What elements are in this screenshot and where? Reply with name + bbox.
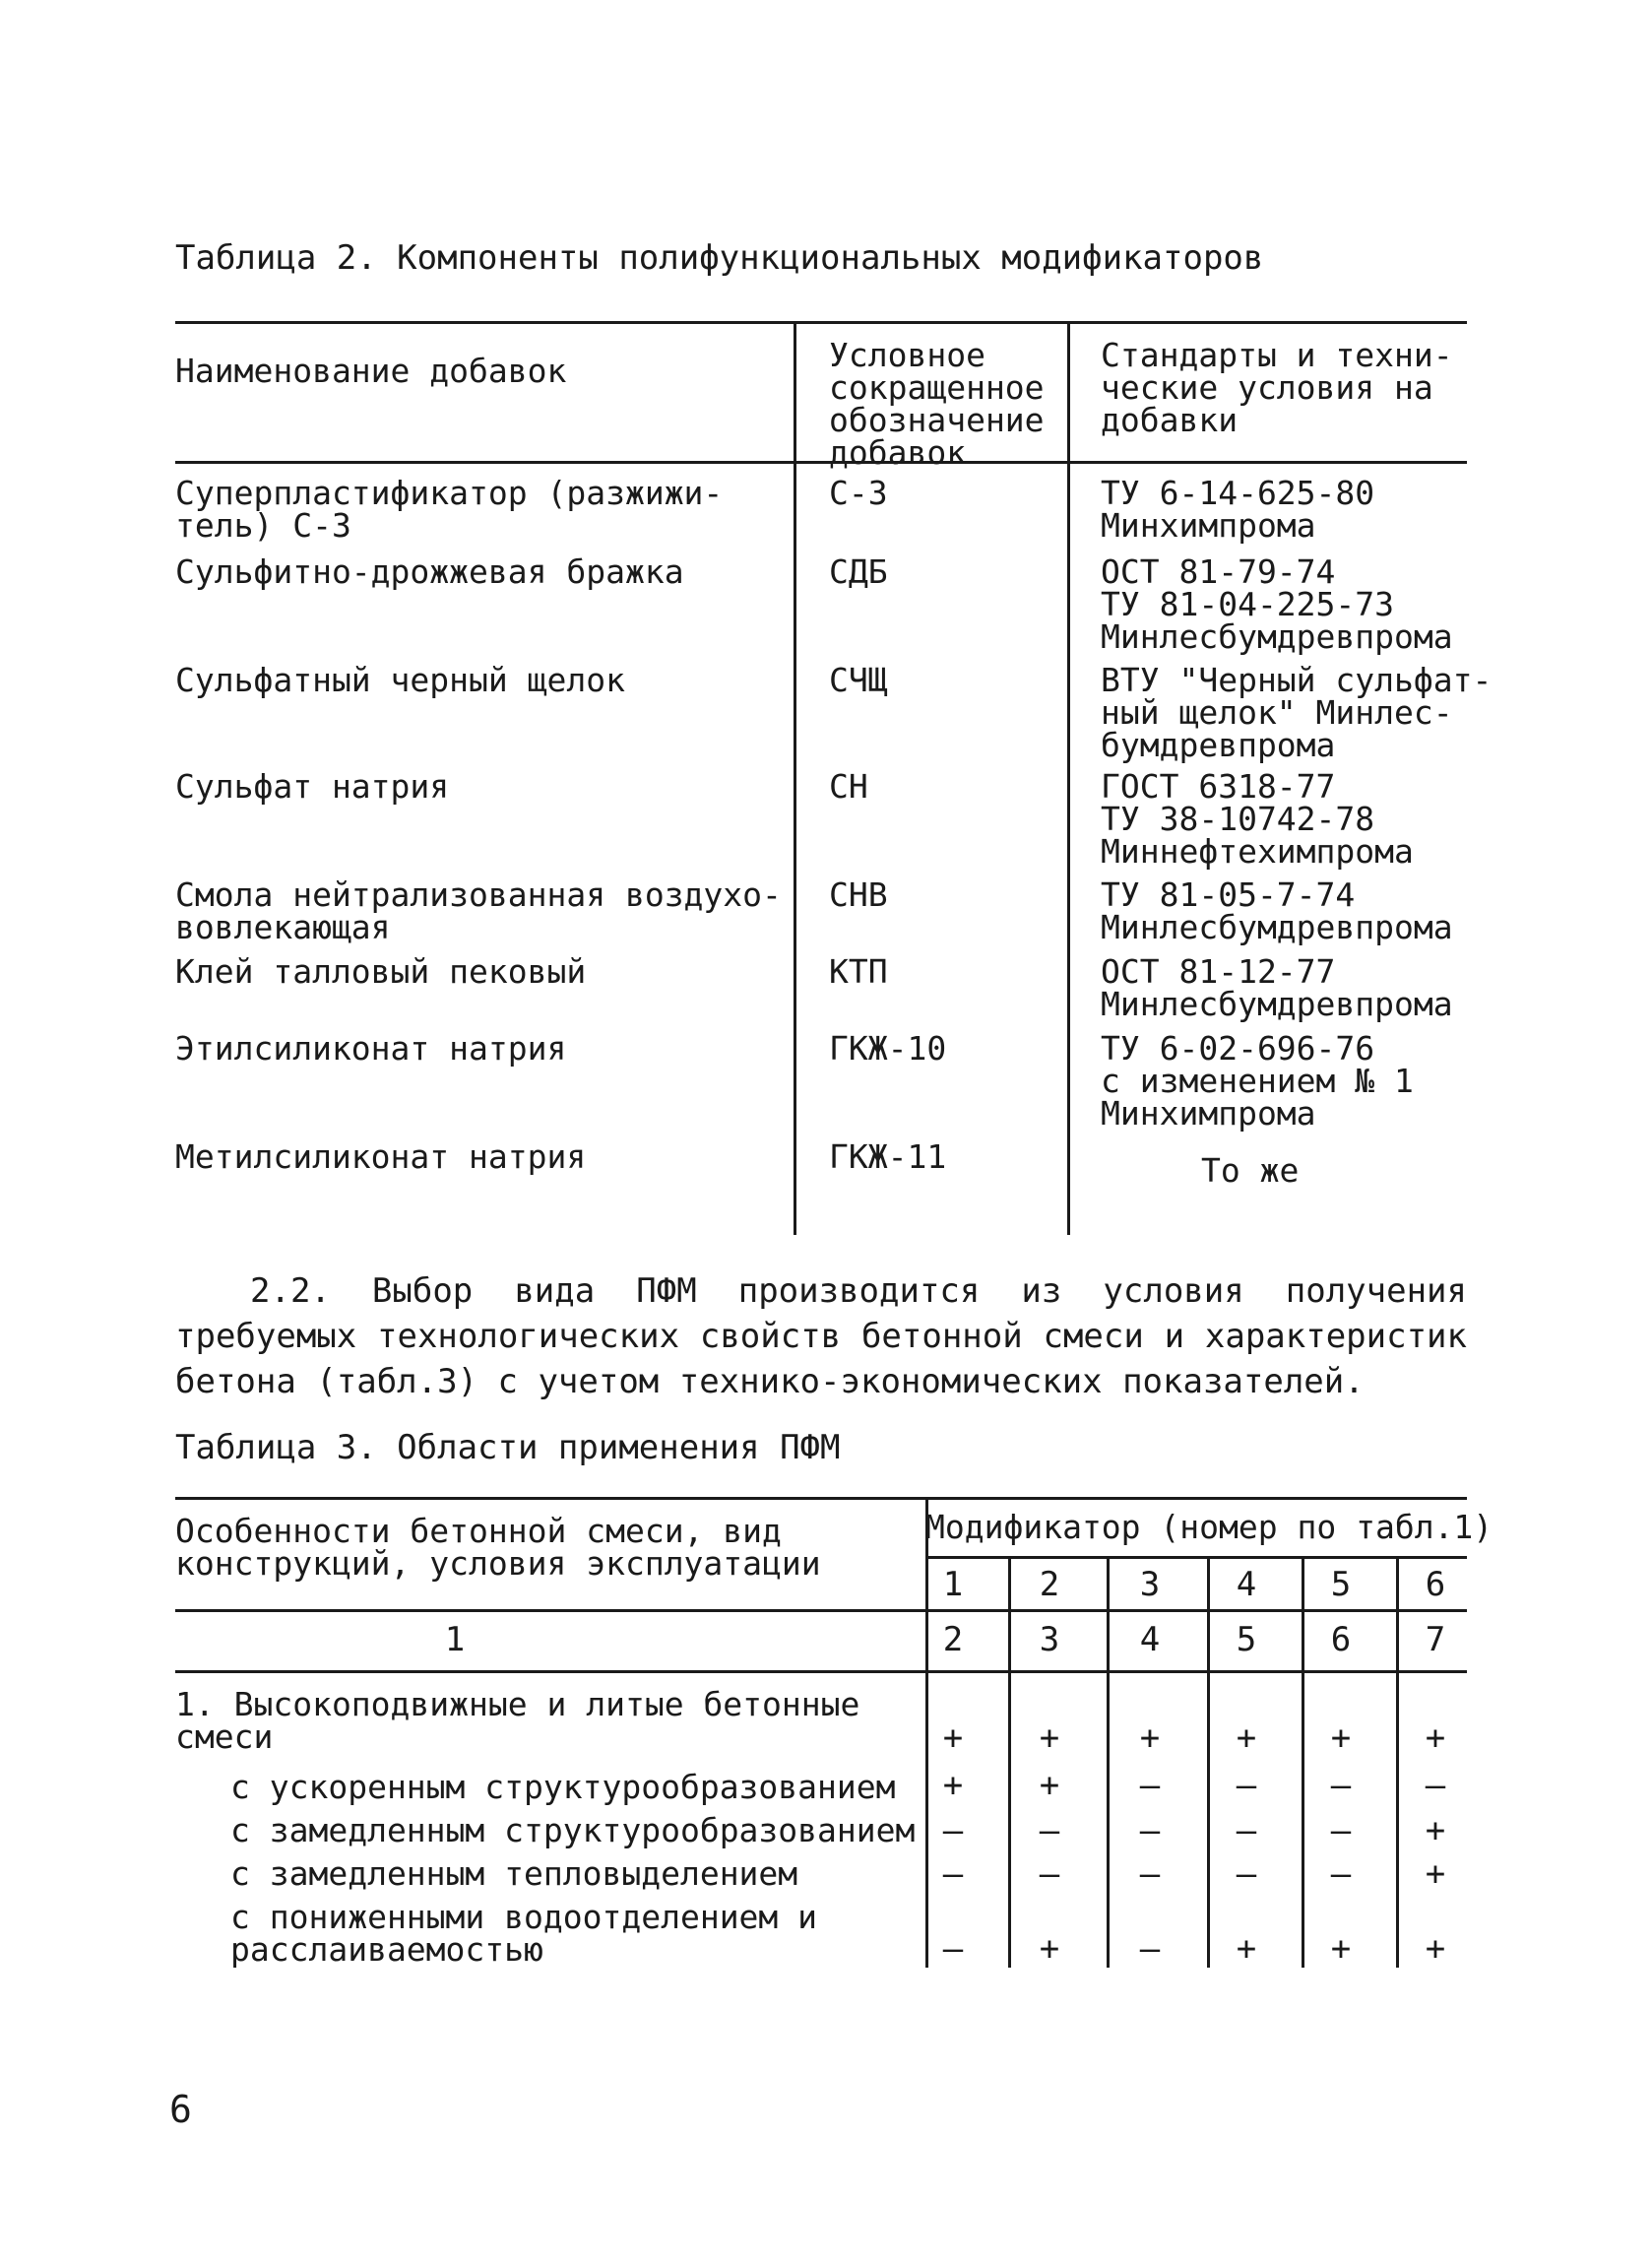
column-number: 2 <box>942 1620 964 1659</box>
table3-mark: + <box>1039 1929 1060 1969</box>
table3-mark: + <box>942 1766 964 1805</box>
table3-row-label: 1. Высокоподвижные и литые бетонные смеси <box>175 1685 860 1756</box>
table3-mark: + <box>1425 1718 1446 1758</box>
table2-row-name: Сульфат натрия <box>175 767 450 806</box>
table2-header-rule <box>175 461 1467 464</box>
table2-row-name: Этилсиликонат натрия <box>175 1029 567 1068</box>
table2-header-name: Наименование добавок <box>175 352 567 390</box>
table3-subheader-rule <box>925 1556 1467 1559</box>
table2-row-abbr: СН <box>829 767 868 806</box>
table2-row-abbr: ГКЖ-11 <box>829 1137 947 1176</box>
table3-mark: – <box>1330 1811 1352 1850</box>
table3-mark: + <box>1330 1718 1352 1758</box>
table3-mark: + <box>1330 1929 1352 1969</box>
table3-mark: – <box>1039 1854 1060 1894</box>
column-number: 6 <box>1330 1620 1352 1659</box>
table2-row-abbr: С-3 <box>829 474 888 512</box>
table2-row-std: ОСТ 81-79-74 ТУ 81-04-225-73 Минлесбумдревпрома <box>1101 552 1453 656</box>
table3-header-group: Модификатор (номер по табл.1) <box>925 1508 1493 1546</box>
table3-caption: Таблица 3. Области применения ПФМ <box>175 1428 841 1467</box>
table3-mark: + <box>1236 1929 1257 1969</box>
table2-row-abbr: СНВ <box>829 875 888 914</box>
table2-row-name: Суперпластификатор (разжижи- тель) С-3 <box>175 474 724 545</box>
table2-row-std: ГОСТ 6318-77 ТУ 38-10742-78 Миннефтехимпрома <box>1101 767 1414 871</box>
table2-row-abbr: СДБ <box>829 552 888 591</box>
table3-mark: + <box>1039 1718 1060 1758</box>
table3-mark: – <box>1236 1854 1257 1894</box>
table3-top-rule <box>175 1497 1467 1500</box>
modifier-number: 6 <box>1425 1565 1446 1604</box>
table2-row-std: ТУ 81-05-7-74 Минлесбумдревпрома <box>1101 875 1453 946</box>
table2-row-std: ВТУ "Черный сульфат- ный щелок" Минлес- бумдревпрома <box>1101 661 1493 764</box>
table3-row-label: с замедленным тепловыделением <box>230 1854 798 1893</box>
table3-mark: – <box>1139 1811 1161 1850</box>
table3-numbering-rule <box>175 1670 1467 1673</box>
table3-mark: – <box>942 1811 964 1850</box>
table2-col-divider-1 <box>794 321 796 1235</box>
table2-row-abbr: КТП <box>829 952 888 991</box>
page-number: 6 <box>169 2088 192 2131</box>
table3-mark: – <box>1139 1854 1161 1894</box>
table2-col-divider-2 <box>1067 321 1070 1235</box>
table3-mark: + <box>1139 1718 1161 1758</box>
table3-mark: + <box>1039 1766 1060 1805</box>
table2-row-std: ТУ 6-14-625-80 Минхимпрома <box>1101 474 1375 545</box>
table3-col-divider <box>1396 1558 1399 1968</box>
table2-row-abbr: ГКЖ-10 <box>829 1029 947 1068</box>
modifier-number: 1 <box>942 1565 964 1604</box>
table3-mark: – <box>942 1854 964 1894</box>
table3-col-divider <box>1207 1558 1210 1968</box>
table3-mark: + <box>1236 1718 1257 1758</box>
table3-header-rule <box>175 1609 1467 1612</box>
table2-row-abbr: СЧЩ <box>829 661 888 699</box>
column-number: 7 <box>1425 1620 1446 1659</box>
table3-col-divider <box>1008 1558 1011 1968</box>
table3-mark: – <box>1139 1766 1161 1805</box>
table2-row-std: ОСТ 81-12-77 Минлесбумдревпрома <box>1101 952 1453 1023</box>
table2-row-name: Сульфитно-дрожжевая бражка <box>175 552 684 591</box>
table3-mark: – <box>1425 1766 1446 1805</box>
column-number: 4 <box>1139 1620 1161 1659</box>
table3-mark: + <box>942 1718 964 1758</box>
modifier-number: 5 <box>1330 1565 1352 1604</box>
table2-row-std: ТУ 6-02-696-76 с изменением № 1 Минхимпрома <box>1101 1029 1414 1133</box>
table3-mark: – <box>1330 1766 1352 1805</box>
column-number: 3 <box>1039 1620 1060 1659</box>
column-number: 5 <box>1236 1620 1257 1659</box>
table3-mark: – <box>1236 1766 1257 1805</box>
table2-row-name: Метилсиликонат натрия <box>175 1137 587 1176</box>
modifier-number: 2 <box>1039 1565 1060 1604</box>
table3-mark: – <box>1039 1811 1060 1850</box>
table3-row-label: с замедленным структурообразованием <box>230 1811 916 1849</box>
table3-col-divider <box>1302 1558 1304 1968</box>
column-number: 1 <box>444 1620 466 1659</box>
table3-mark: – <box>1236 1811 1257 1850</box>
table2-header-abbr: Условное сокращенное обозначение добавок <box>829 336 1045 472</box>
table2-header-std: Стандарты и техни- ческие условия на добавки <box>1101 336 1453 439</box>
modifier-number: 3 <box>1139 1565 1161 1604</box>
paragraph-2-2: 2.2. Выбор вида ПФМ производится из условия получения требуемых технологических свойств бетонной смеси и характеристик бетона (табл.3) с учетом технико-экономических показателей. <box>175 1271 1467 1401</box>
table3-mark: + <box>1425 1854 1446 1894</box>
table2-row-name: Клей талловый пековый <box>175 952 587 991</box>
table3-row-label: с пониженными водоотделением и расслаиваемостью <box>230 1898 818 1969</box>
table3-col-divider <box>1107 1558 1110 1968</box>
table2-caption: Таблица 2. Компоненты полифункциональных модификаторов <box>175 238 1264 278</box>
modifier-number: 4 <box>1236 1565 1257 1604</box>
table2-row-name: Смола нейтрализованная воздухо- вовлекающая <box>175 875 782 946</box>
table2-row-std: То же <box>1201 1151 1300 1190</box>
table2-top-rule <box>175 321 1467 324</box>
table3-mark: – <box>942 1929 964 1969</box>
table3-row-label: с ускоренным структурообразованием <box>230 1768 896 1806</box>
table3-mark: + <box>1425 1929 1446 1969</box>
table3-header-left: Особенности бетонной смеси, вид конструкций, условия эксплуатации <box>175 1512 821 1583</box>
table2-row-name: Сульфатный черный щелок <box>175 661 625 699</box>
table3-mark: + <box>1425 1811 1446 1850</box>
table3-mark: – <box>1139 1929 1161 1969</box>
table3-mark: – <box>1330 1854 1352 1894</box>
